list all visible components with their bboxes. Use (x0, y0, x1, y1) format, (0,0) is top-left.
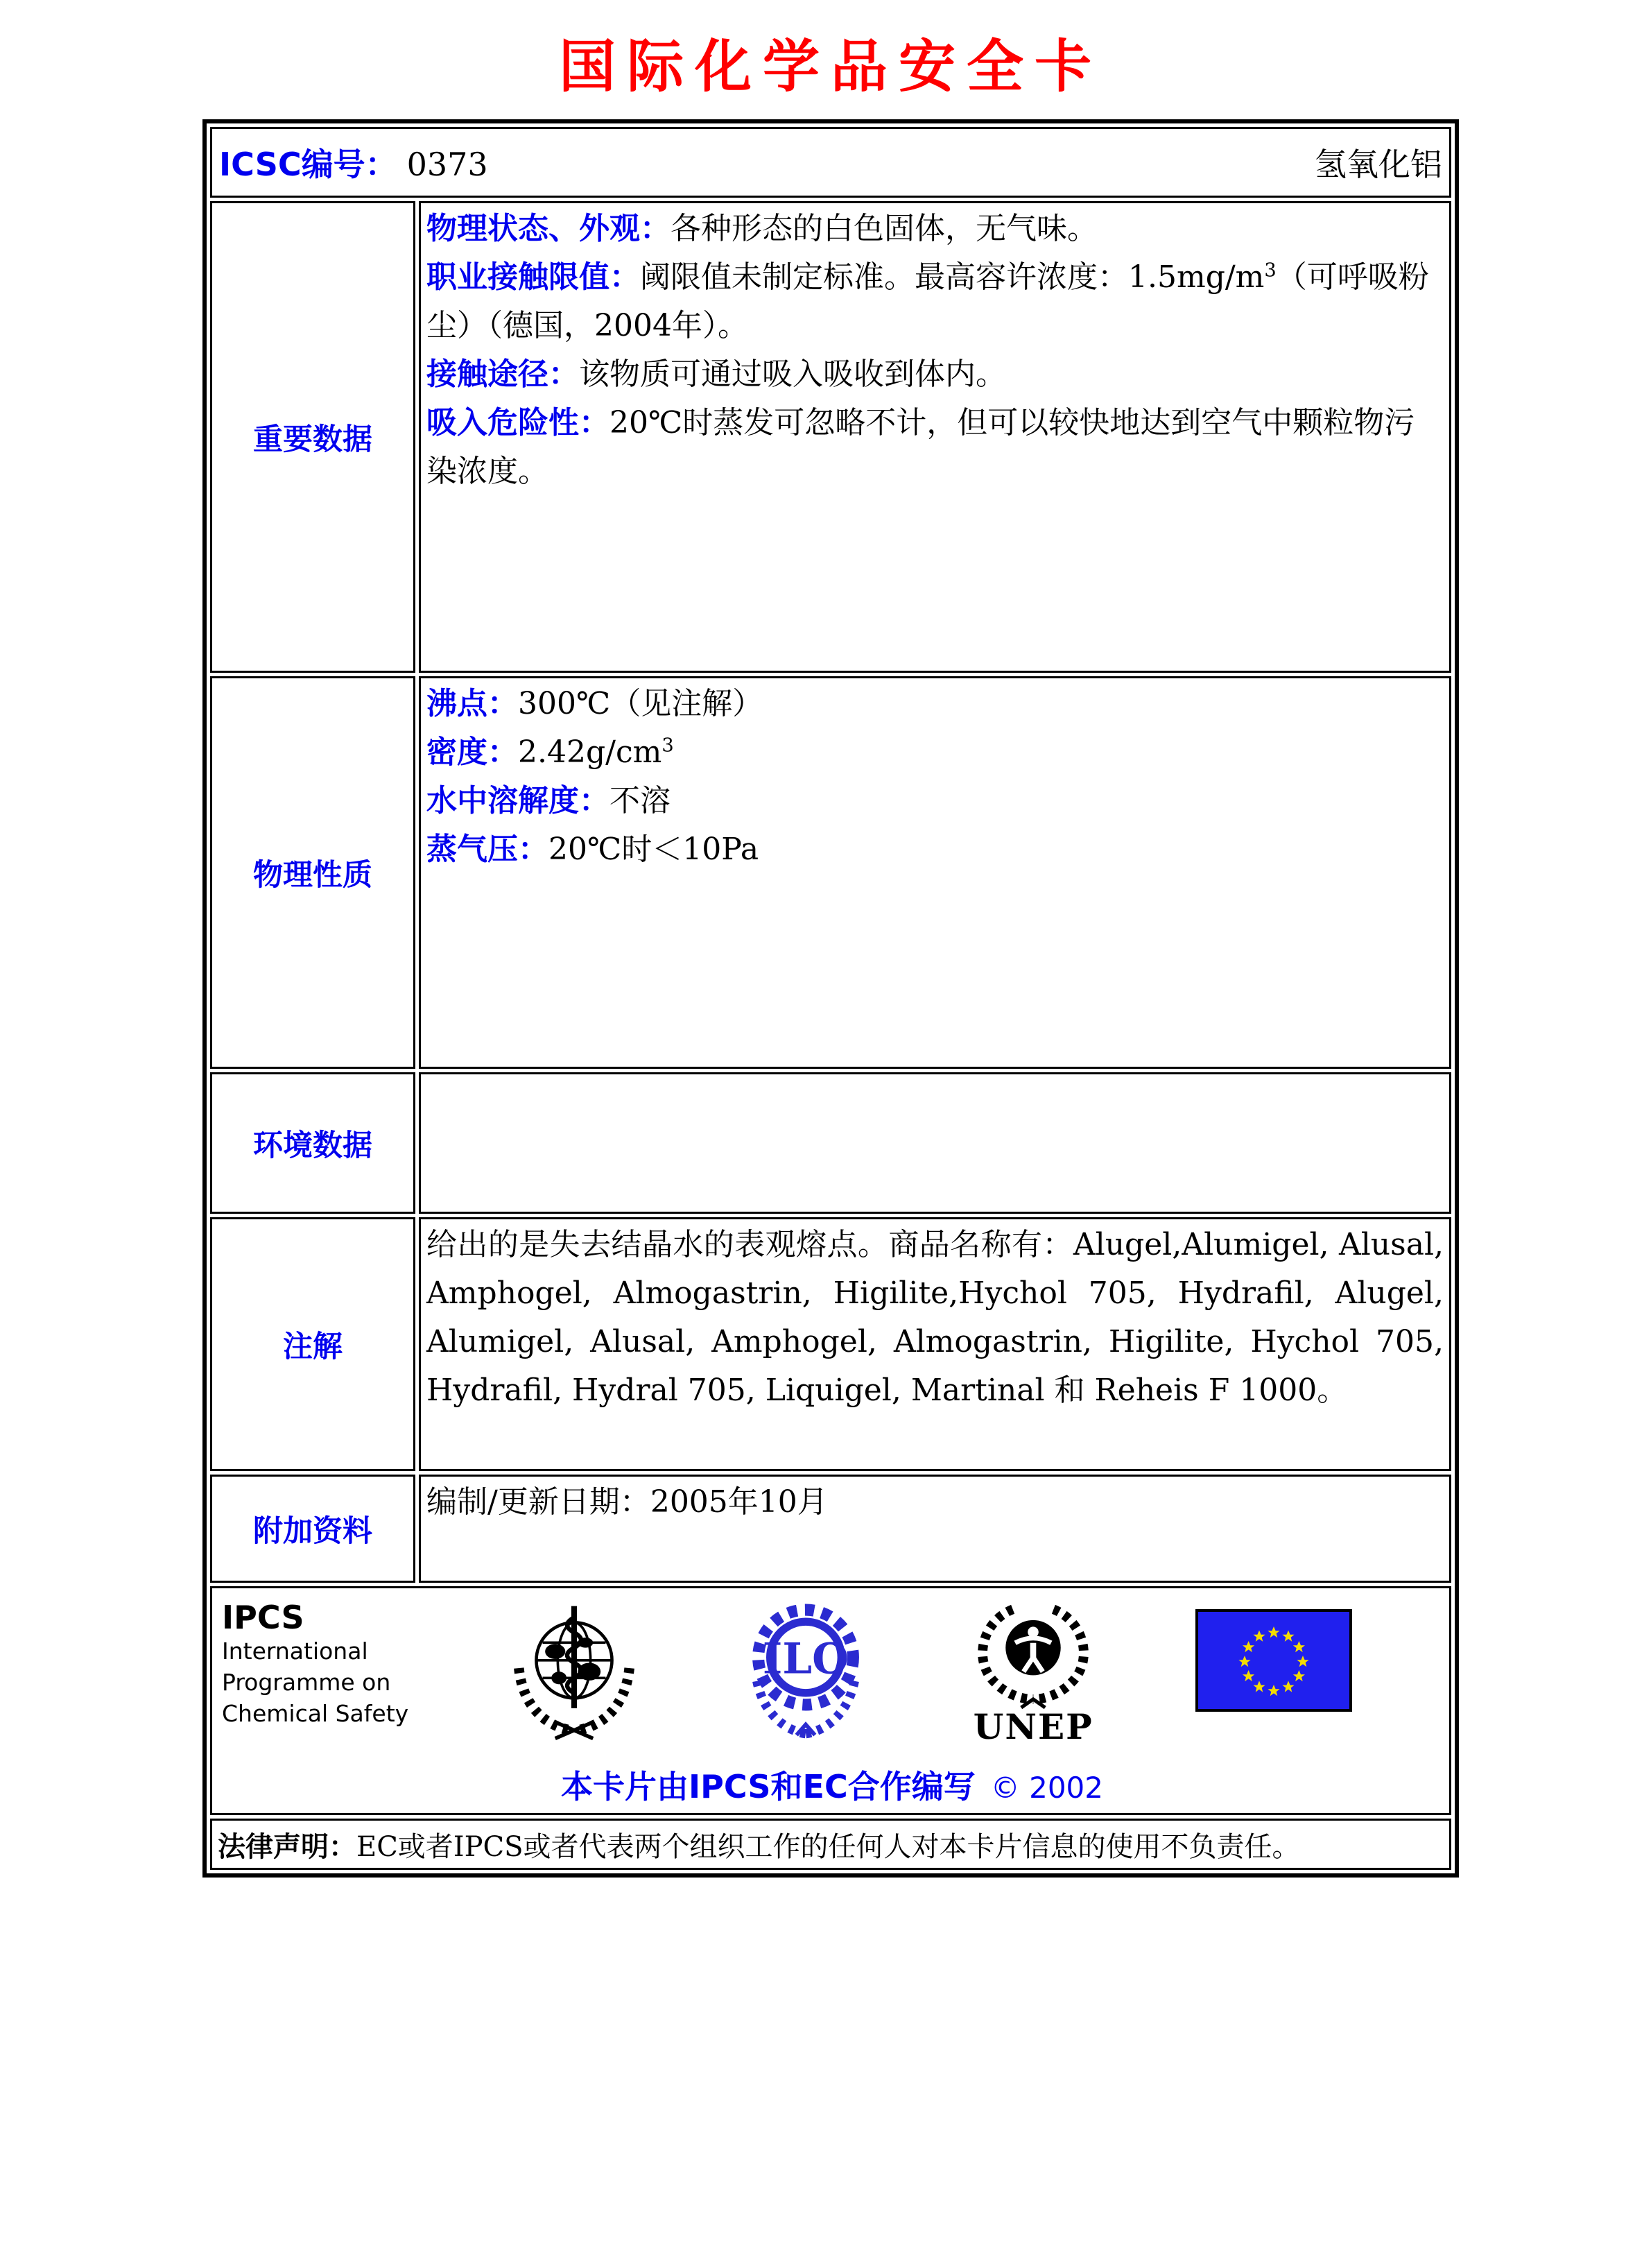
unep-label: UNEP (973, 1706, 1093, 1748)
section-row-physical-properties (210, 676, 1451, 1069)
field-density: 密度：$2.42g/cm^3$ (426, 734, 674, 771)
page-title: 国际化学品安全卡 (558, 34, 1102, 100)
field-inhalation-risk: 吸入危险性：20℃时蒸发可忽略不计，但可以较快地达到空气中颗粒物污染浓度。 (426, 405, 1415, 490)
legal-label: 法律声明： (218, 1830, 356, 1863)
logos-cell (210, 1586, 1451, 1815)
section-row-notes (210, 1217, 1451, 1471)
field-routes-of-exposure: 接触途径：该物质可通过吸入吸收到体内。 (426, 356, 1006, 393)
ipcs-title: IPCS (222, 1599, 304, 1637)
section-label-environmental-data: 环境数据 (210, 1072, 415, 1214)
section-label-physical-properties: 物理性质 (210, 676, 415, 1069)
section-content-notes (419, 1217, 1451, 1471)
section-content-environmental-data (419, 1072, 1451, 1214)
svg-text:ILO: ILO (762, 1634, 849, 1684)
icsc-number-value: 0373 (406, 146, 488, 184)
card-container (202, 36, 1459, 1878)
chemical-name: 氢氧化铝 (1315, 146, 1442, 184)
field-update-date: 编制/更新日期：2005年10月 (426, 1484, 828, 1520)
section-label-additional-info: 附加资料 (210, 1475, 415, 1583)
field-notes-text: 给出的是失去结晶水的表观熔点。商品名称有：Alugel,Alumigel, Alusal, Amphogel, Almogastrin, Higilite,Hychol 705, Hydrafil, Alugel, Alumigel, Alusal, Amphogel, Almogastrin, Higilite, Hychol 705, Hydrafil, Hydral 705, Liquigel, Martinal 和 Reheis F 1000。 (426, 1227, 1444, 1409)
section-row-important-data (210, 201, 1451, 673)
logos-row (210, 1586, 1451, 1815)
legal-cell (210, 1819, 1451, 1870)
section-row-additional-info (210, 1475, 1451, 1583)
caption-copyright: © 2002 (990, 1771, 1103, 1805)
section-content-additional-info (419, 1475, 1451, 1583)
who-emblem-icon (505, 1599, 643, 1746)
legal-text: EC或者IPCS或者代表两个组织工作的任何人对本卡片信息的使用不负责任。 (356, 1830, 1300, 1863)
field-physical-state: 物理状态、外观：各种形态的白色固体，无气味。 (426, 211, 1098, 247)
icsc-card-table (202, 119, 1459, 1878)
unep-logo (967, 1599, 1099, 1748)
caption-text: 本卡片由IPCS和EC合作编写 (560, 1768, 976, 1806)
legal-row (210, 1819, 1451, 1870)
unep-emblem-icon (967, 1599, 1099, 1710)
header-cell (210, 127, 1451, 198)
ipcs-logo-text: IPCS International Programme on Chemical Safety (222, 1599, 409, 1728)
section-content-important-data (419, 201, 1451, 673)
eu-flag-icon (1195, 1609, 1352, 1712)
section-row-environmental-data (210, 1072, 1451, 1214)
header-row (210, 127, 1451, 198)
field-water-solubility: 水中溶解度：不溶 (426, 783, 671, 819)
ilo-emblem-icon (740, 1599, 872, 1742)
footer-caption (222, 1762, 1442, 1807)
icsc-card-page (0, 36, 1626, 2268)
section-content-physical-properties (419, 676, 1451, 1069)
field-occupational-exposure-limits: 职业接触限值：阈限值未制定标准。最高容许浓度：$1.5mg/m^3$（可呼吸粉尘）（德国，2004年）。 (426, 259, 1429, 344)
field-boiling-point: 沸点：300℃（见注解） (426, 686, 763, 722)
icsc-number-label: ICSC编号： (219, 146, 397, 184)
section-label-important-data: 重要数据 (210, 201, 415, 673)
section-label-notes: 注解 (210, 1217, 415, 1471)
field-vapor-pressure: 蒸气压：20℃时＜10Pa (426, 832, 759, 868)
